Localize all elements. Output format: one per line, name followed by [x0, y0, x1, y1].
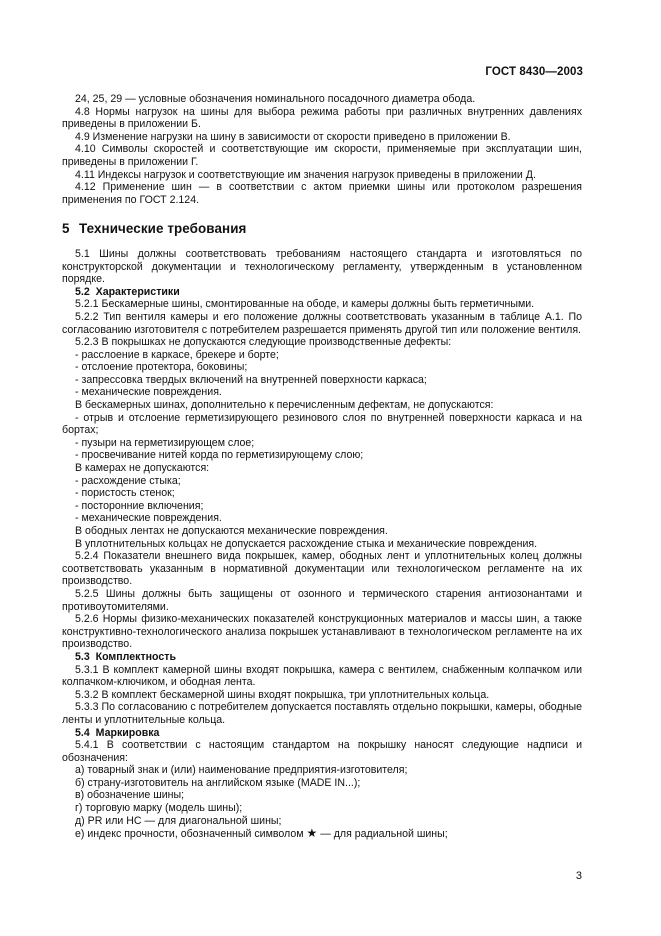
paragraph-5-2-4: 5.2.4 Показатели внешнего вида покрышек, камер, ободных лент и уплотнительных колец должны соответствовать указанным в нормативной документации или технологическом регламенте на их производство.	[62, 550, 582, 588]
list-item-strength-index	[62, 827, 582, 841]
subsection-number: 5.2	[75, 285, 90, 298]
paragraph-5-4-1: 5.4.1 В соответствии с настоящим стандартом на покрышку наносят следующие надписи и обозначения:	[62, 739, 582, 764]
paragraph-5-1: 5.1 Шины должны соответствовать требованиям настоящего стандарта и изготовляться по конструкторской документации и технологическому регламенту, утвержденным в установленном порядке.	[62, 247, 582, 286]
list-item: - механические повреждения.	[75, 386, 222, 399]
paragraph-4-9: 4.9 Изменение нагрузки на шину в зависимости от скорости приведено в приложении В.	[75, 130, 511, 143]
section-number: 5	[62, 221, 70, 237]
list-item: б) страну-изготовитель на английском языке (MADE IN...);	[75, 776, 361, 789]
list-item: а) товарный знак и (или) наименование предприятия-изготовителя;	[75, 764, 408, 777]
list-item: - просвечивание нитей корда по герметизирующему слою;	[75, 449, 364, 462]
page-body	[62, 93, 582, 841]
flaps-line: В ободных лентах не допускаются механические повреждения.	[75, 525, 388, 537]
list-item: - расхождение стыка;	[75, 474, 181, 487]
section-heading	[62, 223, 582, 236]
subsection-number: 5.4	[75, 726, 90, 739]
paragraph-5-2-6: 5.2.6 Нормы физико-механических показателей конструкционных материалов и массы шин, а также конструктивно-технологического анализа покрышек устанавливают в технологическом регламенте на их производство.	[62, 613, 582, 651]
tubeless-intro: В бескамерных шинах, дополнительно к перечисленным дефектам, не допускаются:	[75, 399, 494, 412]
list-item-text: — для радиальной шины;	[317, 828, 448, 841]
paragraph-5-3-1: 5.3.1 В комплект камерной шины входят покрышка, камера с вентилем, снабженным колпачком или колпачком-ключиком, и ободная лента.	[62, 663, 582, 689]
list-item: - отрыв и отслоение герметизирующего резинового слоя по внутренней поверхности каркаса и на бортах;	[62, 411, 582, 437]
subsection-5-2-heading	[62, 286, 582, 299]
paragraph-diameter-note: 24, 25, 29 — условные обозначения номинального посадочного диаметра обода.	[75, 93, 476, 105]
tubes-intro: В камерах не допускаются:	[75, 462, 210, 475]
list-item: г) торговую марку (модель шины);	[75, 802, 243, 815]
list-item: д) PR или НС — для диагональной шины;	[75, 814, 282, 827]
paragraph-5-2-3: 5.2.3 В покрышках не допускаются следующие производственные дефекты:	[75, 336, 452, 349]
subsection-title: Характеристики	[95, 285, 180, 298]
paragraph-4-12: 4.12 Применение шин — в соответствии с актом приемки шины или протоколом разрешения применения по ГОСТ 2.124.	[62, 181, 582, 206]
subsection-title: Комплектность	[95, 650, 176, 663]
paragraph-4-8: 4.8 Нормы нагрузок на шины для выбора режима работы при различных внутренних давлениях приведены в приложении Б.	[62, 105, 582, 131]
paragraph-5-2-2: 5.2.2 Тип вентиля камеры и его положение должны соответствовать указанным в таблице А.1. По согласованию изготовителя с потребителем разрешается применять другой тип или положение вентиля.	[62, 310, 582, 336]
list-item-text: е) индекс прочности, обозначенный символом	[75, 828, 307, 841]
document-header: ГОСТ 8430—2003	[485, 66, 583, 78]
list-item: в) обозначение шины;	[75, 789, 185, 802]
paragraph-5-2-5: 5.2.5 Шины должны быть защищены от озонного и термического старения антиозонантами и противоутомителями.	[62, 587, 582, 613]
list-item: - запрессовка твердых включений на внутренней поверхности каркаса;	[75, 373, 427, 386]
list-item: - расслоение в каркасе, брекере и борте;	[75, 348, 279, 361]
page-number: 3	[575, 870, 582, 882]
paragraph-5-3-3: 5.3.3 По согласованию с потребителем допускается поставлять отдельно покрышки, камеры, ободные ленты и уплотнительные кольца.	[62, 701, 582, 726]
rings-line: В уплотнительных кольцах не допускается расхождение стыка и механические повреждения.	[75, 537, 538, 550]
subsection-5-3-heading	[62, 651, 582, 664]
paragraph-5-3-2: 5.3.2 В комплект бескамерной шины входят покрышка, три уплотнительных кольца.	[75, 688, 490, 701]
list-item: - пористость стенок;	[75, 487, 175, 500]
list-item: - пузыри на герметизирующем слое;	[75, 436, 255, 449]
paragraph-4-10: 4.10 Символы скоростей и соответствующие им скорости, применяемые при эксплуатации шин, приведены в приложении Г.	[62, 143, 582, 168]
subsection-title: Маркировка	[95, 726, 160, 739]
paragraph-4-11: 4.11 Индексы нагрузок и соответствующие им значения нагрузок приведены в приложении Д.	[75, 168, 536, 181]
star-icon: ★	[306, 826, 318, 841]
subsection-number: 5.3	[75, 650, 90, 663]
subsection-5-4-heading	[62, 727, 582, 740]
section-title: Технические требования	[79, 221, 247, 237]
list-item: - посторонние включения;	[75, 499, 204, 512]
paragraph-5-2-1: 5.2.1 Бескамерные шины, смонтированные на ободе, и камеры должны быть герметичными.	[75, 298, 535, 311]
list-item: - механические повреждения.	[75, 512, 222, 525]
list-item: - отслоение протектора, боковины;	[75, 361, 248, 374]
